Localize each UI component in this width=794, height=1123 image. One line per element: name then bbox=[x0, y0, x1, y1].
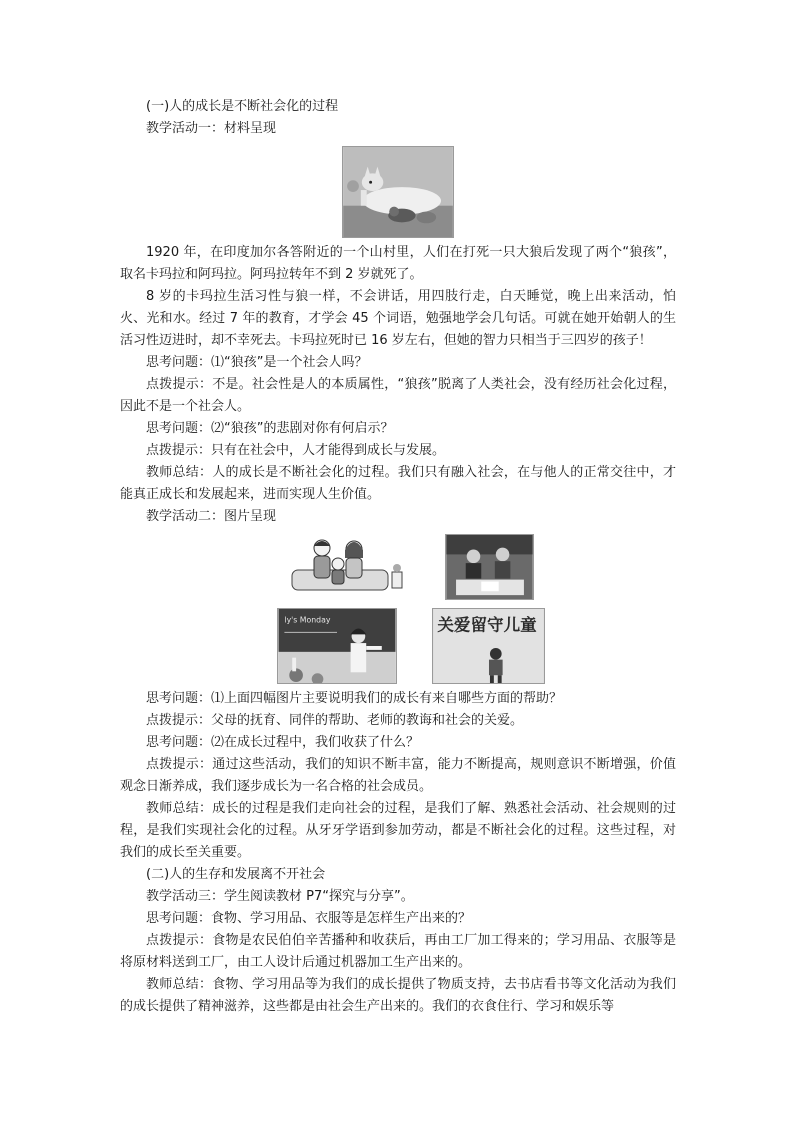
question-3: 思考问题：⑴上面四幅图片主要说明我们的成长有来自哪些方面的帮助？ bbox=[146, 691, 563, 706]
four-pictures-grid bbox=[120, 534, 676, 684]
hint-1: 点拨提示：不是。社会性是人的本质属性，“狼孩”脱离了人类社会，没有经历社会化过程，因此不是一个社会人。 bbox=[120, 377, 676, 414]
question-1: 思考问题：⑴“狼孩”是一个社会人吗？ bbox=[146, 355, 368, 370]
family-illustration bbox=[288, 534, 410, 596]
summary-3: 教师总结：食物、学习用品等为我们的成长提供了物质支持，去书店看书等文化活动为我们的成长提供了精神滋养，这些都是由社会生产出来的。我们的衣食住行、学习和娱乐等 bbox=[120, 977, 676, 1014]
peers-illustration bbox=[446, 535, 533, 599]
document-page bbox=[120, 96, 676, 1018]
hint-3: 点拨提示：父母的抚育、同伴的帮助、老师的教诲和社会的关爱。 bbox=[146, 713, 524, 728]
activity2-label: 教学活动二：图片呈现 bbox=[146, 509, 277, 524]
hint-4: 点拨提示：通过这些活动，我们的知识不断丰富，能力不断提高，规则意识不断增强，价值观念日渐养成，我们逐步成长为一名合格的社会成员。 bbox=[120, 757, 676, 794]
section2-heading: (二)人的生存和发展离不开社会 bbox=[146, 867, 326, 882]
material-paragraph-2: 8 岁的卡玛拉生活习性与狼一样，不会讲话，用四肢行走，白天睡觉，晚上出来活动，怕火、光和水。经过 7 年的教育，才学会 45 个词语，勉强地学会几句话。可就在她开始朝人的生活习性迈进时，却不幸死去。卡玛拉死时已 16 岁左右，但她的智力只相当于三四岁的孩子！ bbox=[120, 289, 676, 348]
question-5: 思考问题：食物、学习用品、衣服等是怎样生产出来的？ bbox=[146, 911, 472, 926]
question-2: 思考问题：⑵“狼孩”的悲剧对你有何启示？ bbox=[146, 421, 394, 436]
hint-5: 点拨提示：食物是农民伯伯辛苦播种和收获后，再由工厂加工得来的；学习用品、衣服等是将原材料送到工厂，由工人设计后通过机器加工生产出来的。 bbox=[120, 933, 676, 970]
family-picture bbox=[288, 534, 410, 596]
activity3-label: 教学活动三：学生阅读教材 P7“探究与分享”。 bbox=[146, 889, 414, 904]
wolf-photo bbox=[342, 146, 454, 238]
summary-2: 教师总结：成长的过程是我们走向社会的过程，是我们了解、熟悉社会活动、社会规则的过程，是我们实现社会化的过程。从牙牙学语到参加劳动，都是不断社会化的过程。这些过程，对我们的成长至关重要。 bbox=[120, 801, 676, 860]
question-4: 思考问题：⑵在成长过程中，我们收获了什么？ bbox=[146, 735, 420, 750]
section1-heading: (一)人的成长是不断社会化的过程 bbox=[146, 99, 339, 114]
teacher-photo bbox=[277, 608, 397, 684]
peers-photo bbox=[445, 534, 534, 600]
care-sign-text: 关爱留守儿童 bbox=[437, 615, 537, 635]
wolf-image-row bbox=[120, 146, 676, 238]
hint-2: 点拨提示：只有在社会中，人才能得到成长与发展。 bbox=[146, 443, 446, 458]
blackboard-text: ly's Monday bbox=[284, 615, 331, 625]
care-children-photo bbox=[432, 608, 545, 684]
material-paragraph-1: 1920 年，在印度加尔各答附近的一个山村里，人们在打死一只大狼后发现了两个“狼孩”，取名卡玛拉和阿玛拉。阿玛拉转年不到 2 岁就死了。 bbox=[120, 245, 676, 282]
activity1-label: 教学活动一：材料呈现 bbox=[146, 121, 277, 136]
care-children-illustration bbox=[433, 609, 544, 683]
teacher-illustration bbox=[278, 609, 396, 683]
wolf-illustration bbox=[343, 147, 453, 237]
summary-1: 教师总结：人的成长是不断社会化的过程。我们只有融入社会，在与他人的正常交往中，才能真正成长和发展起来，进而实现人生价值。 bbox=[120, 465, 676, 502]
